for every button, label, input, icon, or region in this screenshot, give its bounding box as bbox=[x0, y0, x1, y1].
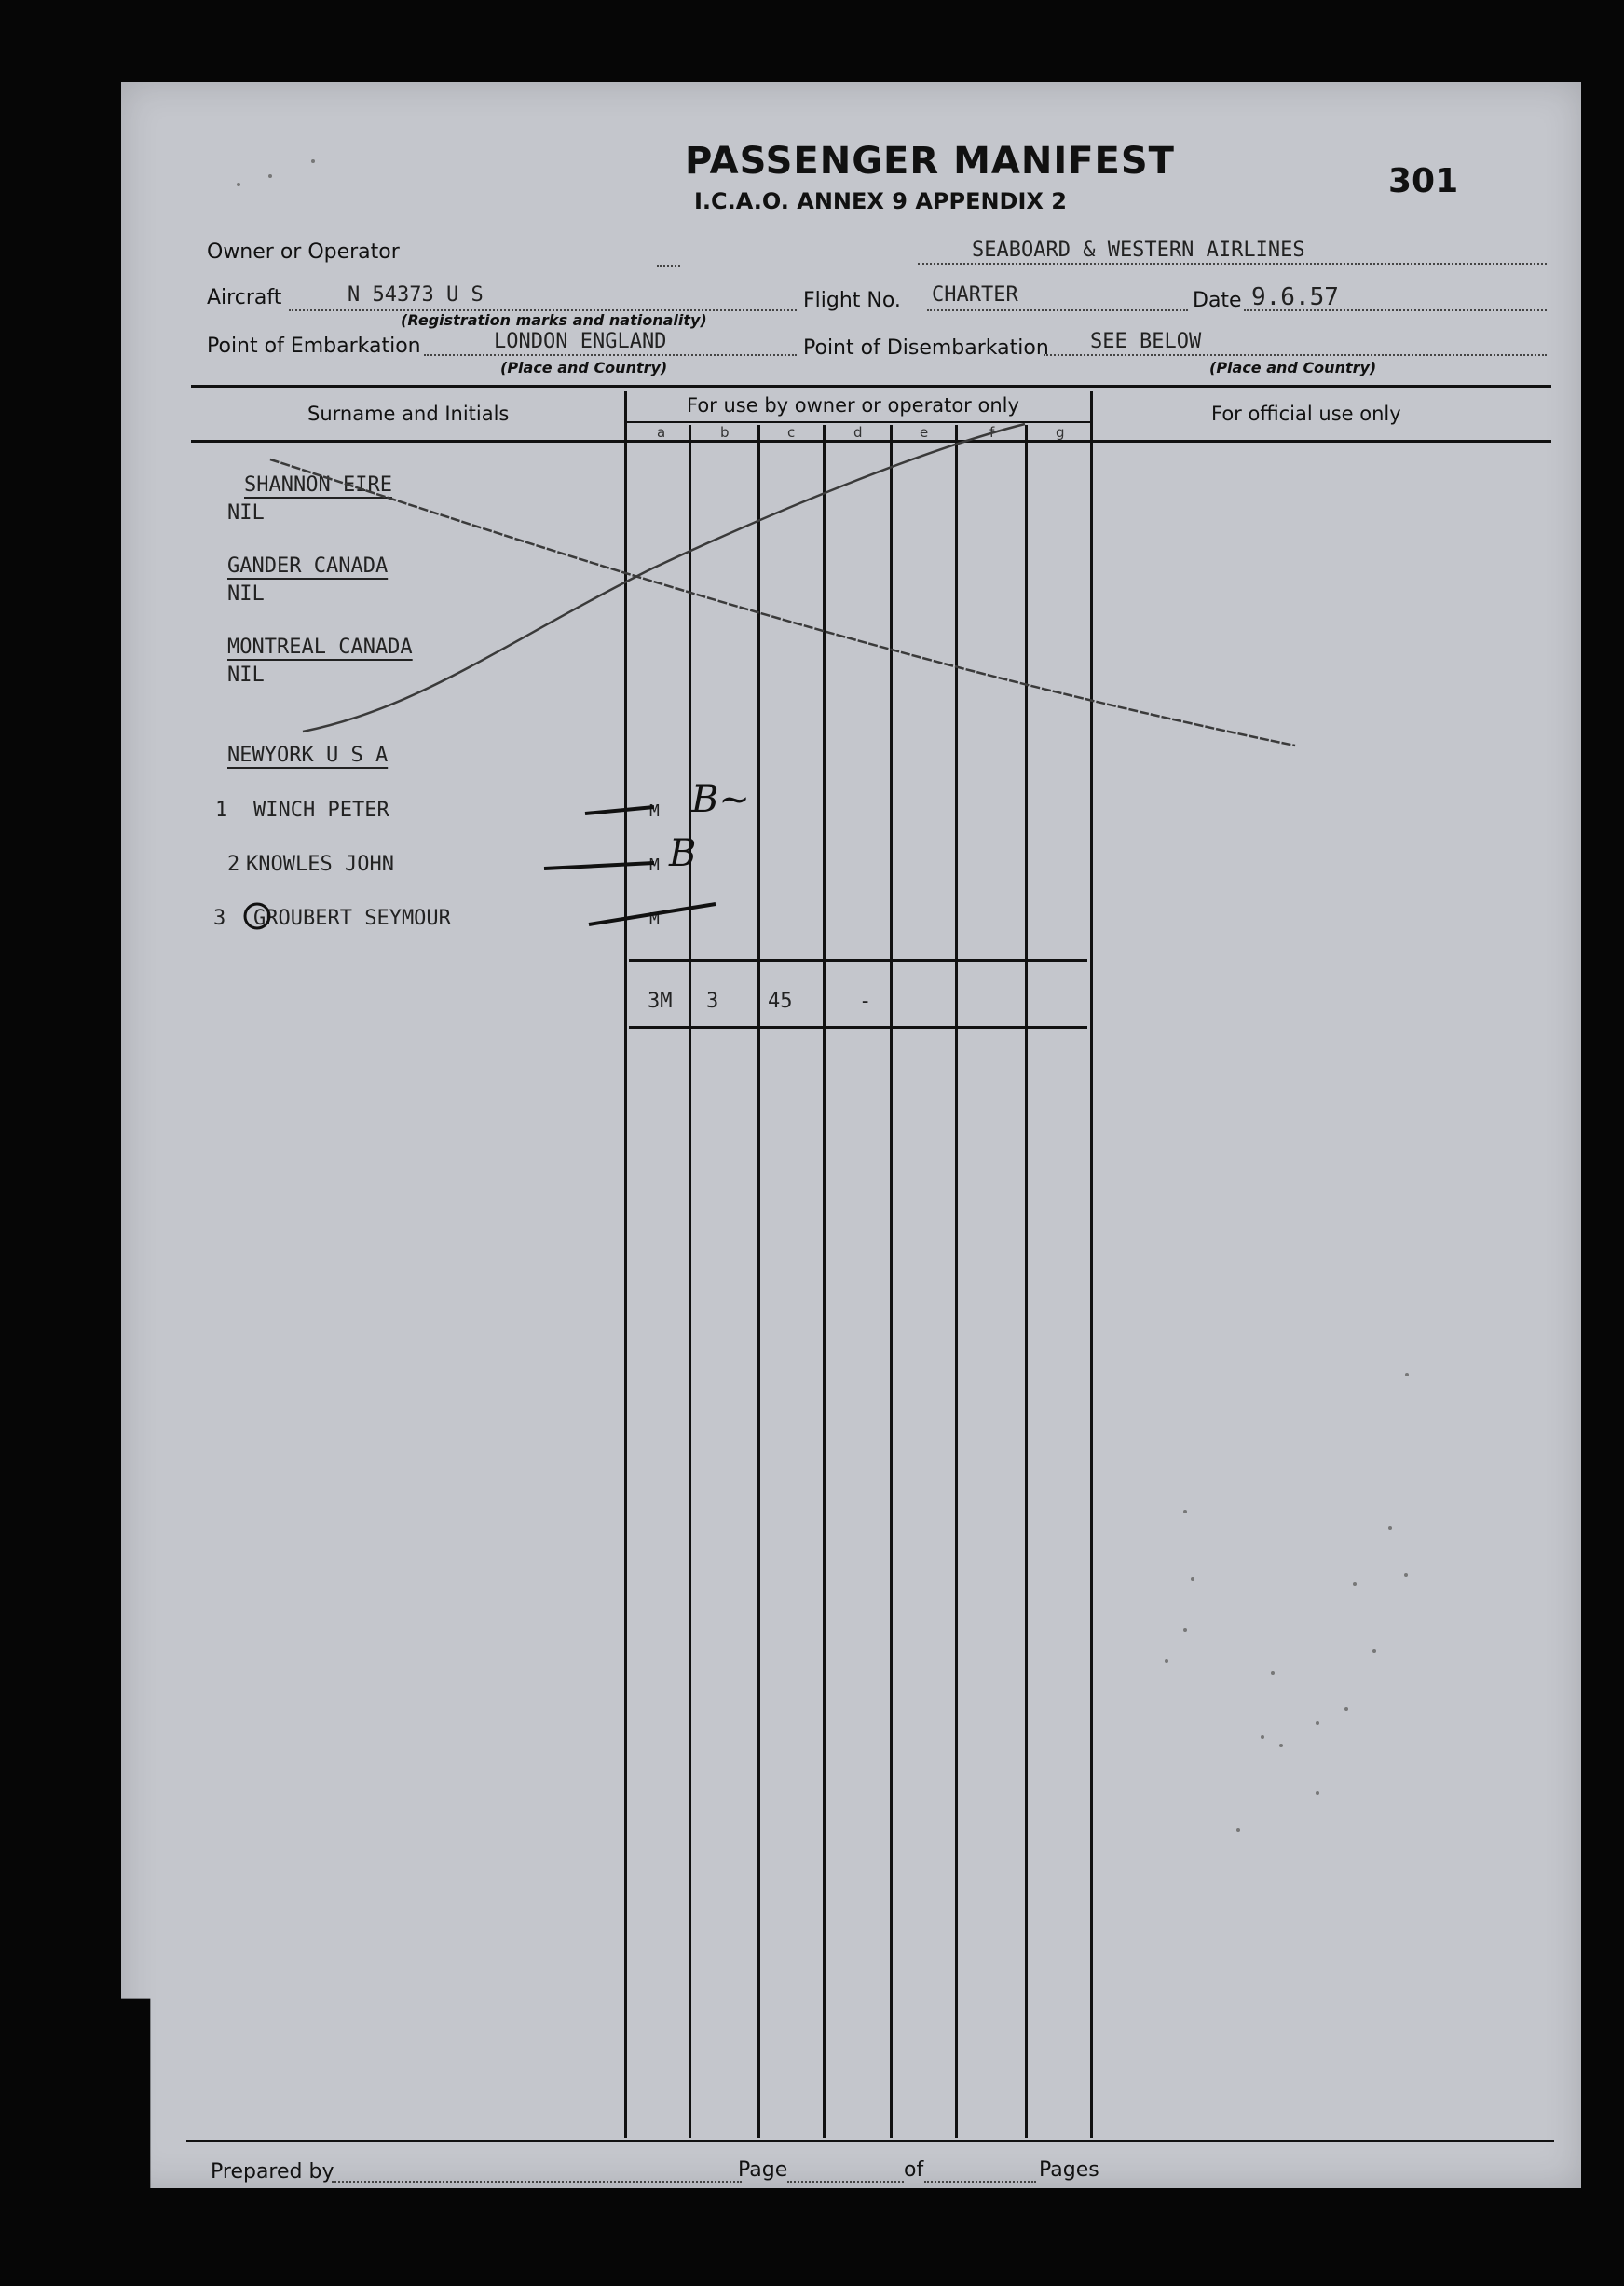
col-header-owner: For use by owner or operator only bbox=[687, 394, 1019, 417]
scan-speck bbox=[1191, 1577, 1194, 1581]
registration-note: (Registration marks and nationality) bbox=[401, 311, 707, 329]
embarkation-label: Point of Embarkation bbox=[207, 335, 421, 358]
passenger-num-3: 3 bbox=[213, 907, 226, 930]
page-label: Page bbox=[738, 2158, 788, 2182]
owner-label: Owner or Operator bbox=[207, 240, 400, 264]
passenger-col-a-1: M bbox=[649, 801, 660, 821]
scan-speck bbox=[1261, 1735, 1264, 1739]
flight-value: CHARTER bbox=[932, 283, 1018, 307]
aircraft-label: Aircraft bbox=[207, 286, 282, 309]
scan-speck bbox=[1183, 1510, 1187, 1513]
disembarkation-label: Point of Disembarkation bbox=[803, 336, 1049, 360]
passenger-col-a-2: M bbox=[649, 856, 660, 875]
date-value: 9.6.57 bbox=[1251, 283, 1339, 311]
owner-value: SEABOARD & WESTERN AIRLINES bbox=[972, 239, 1305, 262]
scan-speck bbox=[311, 159, 315, 163]
of-label: of bbox=[904, 2158, 924, 2182]
stop-note-1: NIL bbox=[227, 501, 265, 525]
scan-speck bbox=[1372, 1649, 1376, 1653]
pen-circle bbox=[245, 904, 269, 928]
total-b: 3 bbox=[706, 990, 719, 1013]
form-title: PASSENGER MANIFEST bbox=[685, 140, 1175, 183]
flight-label: Flight No. bbox=[803, 289, 901, 312]
subcol-e: e bbox=[920, 424, 929, 441]
prepared-label: Prepared by bbox=[211, 2160, 334, 2183]
strike-line-2 bbox=[303, 424, 1025, 732]
subcol-d: d bbox=[853, 424, 863, 441]
stop-place-2: GANDER CANADA bbox=[227, 554, 389, 578]
aircraft-value: N 54373 U S bbox=[348, 283, 484, 307]
pages-label: Pages bbox=[1039, 2158, 1099, 2182]
scan-speck bbox=[1183, 1628, 1187, 1632]
pen-dash-2 bbox=[544, 863, 654, 869]
subcol-b: b bbox=[720, 424, 730, 441]
scan-speck bbox=[1344, 1707, 1348, 1711]
stop-place-1: SHANNON EIRE bbox=[244, 473, 392, 497]
scan-speck bbox=[1279, 1744, 1283, 1747]
scan-speck bbox=[1165, 1659, 1168, 1663]
disembarkation-note: (Place and Country) bbox=[1209, 359, 1377, 376]
embarkation-note: (Place and Country) bbox=[500, 359, 668, 376]
col-header-official: For official use only bbox=[1211, 403, 1401, 425]
scan-speck bbox=[1388, 1526, 1392, 1530]
subcol-a: a bbox=[657, 424, 666, 441]
form-subtitle: I.C.A.O. ANNEX 9 APPENDIX 2 bbox=[694, 188, 1067, 214]
passenger-num-2: 2 bbox=[227, 853, 240, 876]
scan-speck bbox=[237, 183, 240, 186]
passenger-mark-1: B~ bbox=[691, 778, 750, 821]
total-d: - bbox=[859, 990, 872, 1013]
destination: NEWYORK U S A bbox=[227, 744, 389, 767]
col-header-names: Surname and Initials bbox=[307, 403, 510, 425]
scan-speck bbox=[1271, 1671, 1275, 1675]
subcol-g: g bbox=[1056, 424, 1065, 441]
stop-note-3: NIL bbox=[227, 664, 265, 687]
scan-speck bbox=[1404, 1573, 1408, 1577]
stop-note-2: NIL bbox=[227, 582, 265, 606]
scan-speck bbox=[1316, 1721, 1319, 1725]
scan-speck bbox=[268, 174, 272, 178]
date-label: Date bbox=[1193, 289, 1242, 312]
total-c: 45 bbox=[768, 990, 793, 1013]
total-a: 3M bbox=[648, 990, 673, 1013]
passenger-num-1: 1 bbox=[215, 799, 228, 822]
subcol-c: c bbox=[787, 424, 796, 441]
subcol-f: f bbox=[989, 424, 995, 441]
scan-speck bbox=[1353, 1582, 1357, 1586]
page-number: 301 bbox=[1388, 162, 1459, 200]
scan-speck bbox=[1405, 1373, 1409, 1376]
embarkation-value: LONDON ENGLAND bbox=[494, 330, 667, 353]
pen-dash-1 bbox=[585, 807, 654, 814]
passenger-name-3: GROUBERT SEYMOUR bbox=[253, 907, 451, 930]
stop-place-3: MONTREAL CANADA bbox=[227, 636, 413, 659]
scan-speck bbox=[1316, 1791, 1319, 1795]
scan-speck bbox=[1236, 1828, 1240, 1832]
disembarkation-value: SEE BELOW bbox=[1090, 330, 1202, 353]
pen-dash-3 bbox=[589, 904, 716, 924]
passenger-name-1: WINCH PETER bbox=[253, 799, 389, 822]
passenger-col-a-3: M bbox=[649, 910, 660, 929]
passenger-name-2: KNOWLES JOHN bbox=[246, 853, 394, 876]
strike-line-1 bbox=[270, 459, 1295, 746]
passenger-mark-2: B bbox=[669, 832, 697, 875]
